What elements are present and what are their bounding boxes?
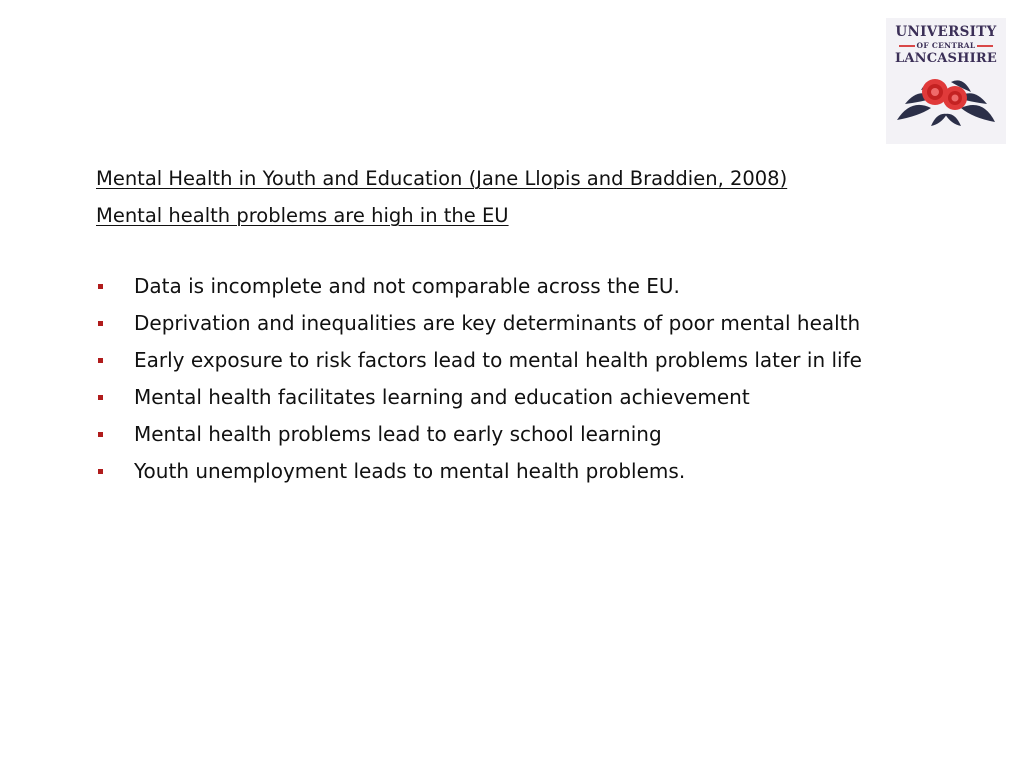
bullet-list <box>96 268 996 490</box>
list-item <box>96 379 996 416</box>
bullet-marker <box>98 284 103 289</box>
slide-subtitle: Mental health problems are high in the EU <box>96 204 509 227</box>
heading-row-2 <box>96 197 976 234</box>
slide-headings <box>96 160 976 234</box>
bullet-text: Mental health problems lead to early school learning <box>134 422 662 446</box>
bullet-marker <box>98 432 103 437</box>
bullet-text: Youth unemployment leads to mental health problems. <box>134 459 686 483</box>
list-item <box>96 416 996 453</box>
red-roses-icon <box>891 68 1001 130</box>
bullet-text: Mental health facilitates learning and education achievement <box>134 385 750 409</box>
bullet-marker <box>98 395 103 400</box>
bullet-text: Data is incomplete and not comparable across the EU. <box>134 274 680 298</box>
list-item <box>96 268 996 305</box>
bullet-marker <box>98 321 103 326</box>
logo-line-2: OF CENTRAL <box>916 41 976 50</box>
bullet-marker <box>98 469 103 474</box>
bullet-text: Deprivation and inequalities are key determinants of poor mental health <box>134 311 861 335</box>
logo-rule-right <box>977 45 993 47</box>
logo-line-1: UNIVERSITY <box>895 24 997 40</box>
heading-row-1 <box>96 160 976 197</box>
bullet-text: Early exposure to risk factors lead to mental health problems later in life <box>134 348 862 372</box>
slide-title: Mental Health in Youth and Education (Jane Llopis and Braddien, 2008) <box>96 167 788 190</box>
bullet-marker <box>98 358 103 363</box>
university-logo <box>886 18 1006 144</box>
list-item <box>96 342 996 379</box>
logo-rule-left <box>899 45 915 47</box>
list-item <box>96 453 996 490</box>
list-item <box>96 305 996 342</box>
logo-line-3: LANCASHIRE <box>894 51 997 66</box>
